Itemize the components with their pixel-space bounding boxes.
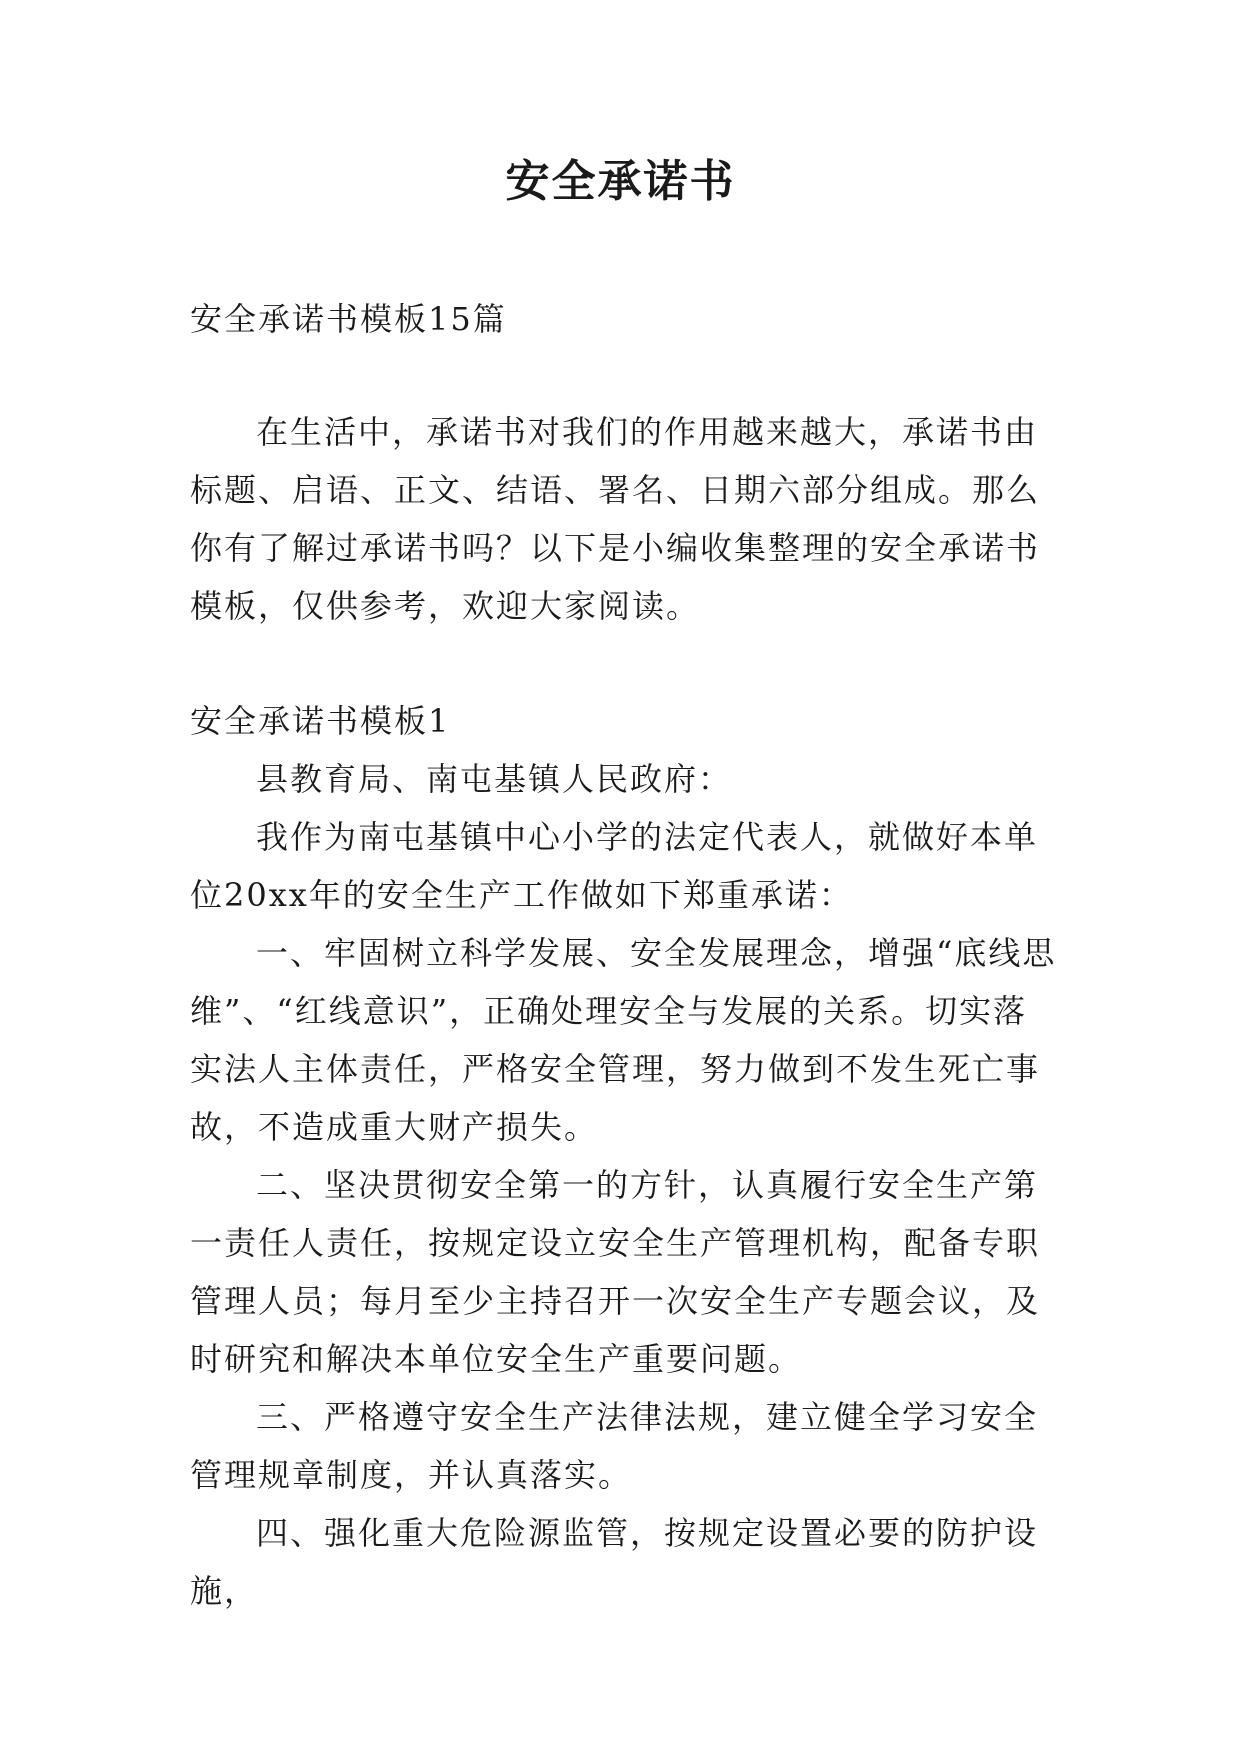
section-body: [190, 750, 1060, 1620]
body-paragraph: 三、严格遵守安全生产法律法规，建立健全学习安全管理规章制度，并认真落实。: [190, 1398, 1039, 1494]
body-paragraph: 我作为南屯基镇中心小学的法定代表人，就做好本单位20xx年的安全生产工作做如下郑重承诺：: [190, 818, 1039, 914]
body-paragraph: 二、坚决贯彻安全第一的方针，认真履行安全生产第一责任人责任，按规定设立安全生产管理机构，配备专职管理人员；每月至少主持召开一次安全生产专题会议，及时研究和解决本单位安全生产重要问题。: [190, 1166, 1041, 1378]
intro-paragraph: 在生活中，承诺书对我们的作用越来越大，承诺书由标题、启语、正文、结语、署名、日期六部分组成。那么你有了解过承诺书吗？以下是小编收集整理的安全承诺书模板，仅供参考，欢迎大家阅读。: [190, 413, 1041, 625]
body-paragraph: 四、强化重大危险源监管，按规定设置必要的防护设施，: [190, 1514, 1039, 1610]
document-subtitle: 安全承诺书模板15篇: [190, 300, 507, 338]
section-heading: 安全承诺书模板1: [190, 702, 451, 740]
salutation-paragraph: 县教育局、南屯基镇人民政府：: [256, 760, 733, 798]
body-paragraph: 一、牢固树立科学发展、安全发展理念，增强“底线思维”、“红线意识”，正确处理安全与发展的关系。切实落实法人主体责任，严格安全管理，努力做到不发生死亡事故，不造成重大财产损失。: [190, 934, 1057, 1146]
document-title: 安全承诺书: [505, 156, 736, 207]
